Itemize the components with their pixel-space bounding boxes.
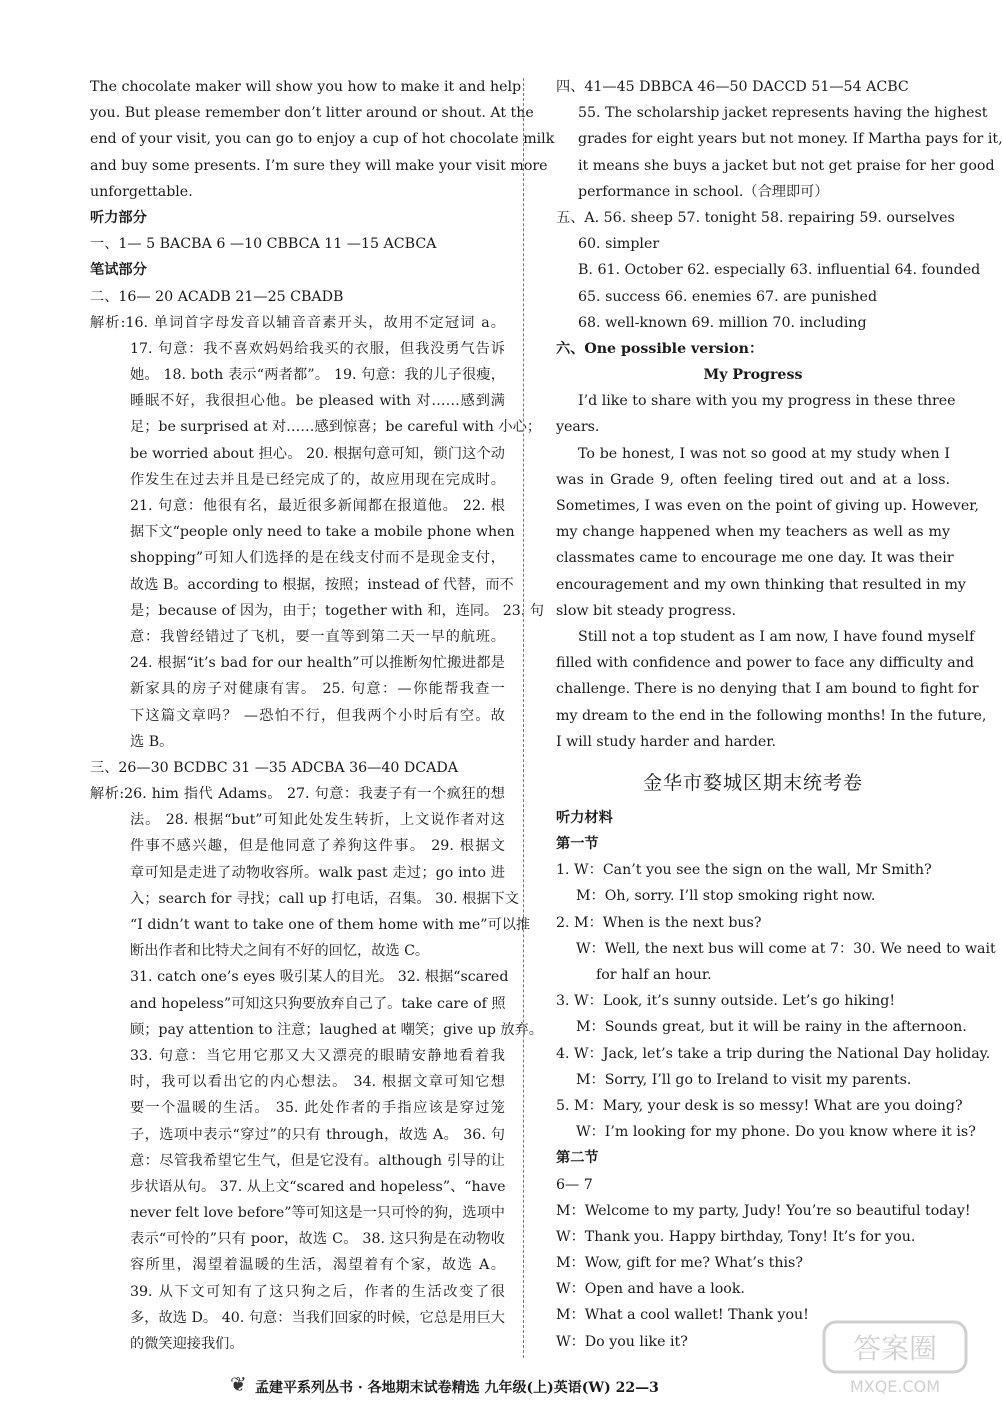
left-text-line: 的微笑迎接我们。 — [130, 1336, 244, 1352]
left-text-line: 21. 句意：他很有名，最近很多新闻都在报道他。 22. 根 — [130, 498, 505, 514]
right-text-line: I will study harder and harder. — [556, 733, 777, 750]
right-text-line: 四、41—45 DBBCA 46—50 DACCD 51—54 ACBC — [556, 79, 909, 95]
left-text-line: 顾；pay attention to 注意；laughed at 嘲笑；give up 放弃。 — [130, 1021, 543, 1038]
right-text-line: for half an hour. — [596, 967, 712, 983]
right-text-line: 五、A. 56. sheep 57. tonight 58. repairing 59. ourselves — [556, 209, 955, 226]
left-text-line: 多，故选 D。 40. 句意：当我们回家的时候，它总是用巨大 — [130, 1309, 505, 1326]
left-text-line: 时，我可以看出它的内心想法。 34. 根据文章可知它想 — [130, 1074, 505, 1091]
right-text-line: My Progress — [703, 367, 803, 384]
left-text-line: 意：尽管我希望它生气，但是它没有。although 引导的让 — [130, 1152, 505, 1169]
right-text-line: M：Oh, sorry. I’ll stop smoking right now. — [576, 888, 876, 905]
right-text-line: years. — [556, 419, 600, 436]
left-text-line: and hopeless”可知这只狗要放弃自己了。take care of 照 — [130, 995, 506, 1012]
right-text-line: W：I’m looking for my phone. Do you know where it is? — [576, 1124, 976, 1141]
left-text-line: 31. catch one’s eyes 吸引某人的目光。 32. 根据“scared — [130, 969, 509, 986]
column-divider — [523, 78, 524, 1358]
left-text-line: 17. 句意：我不喜欢妈妈给我买的衣服，但我没勇气告诉 — [130, 340, 505, 357]
right-text-line: it means she buys a jacket but not get praise for her good — [578, 157, 995, 174]
left-text-line: end of your visit, you can go to enjoy a cup of hot chocolate milk — [90, 131, 555, 148]
right-text-line: 6— 7 — [556, 1176, 593, 1193]
right-text-line: 65. success 66. enemies 67. are punished — [578, 288, 878, 305]
right-column — [556, 74, 1003, 1355]
right-text-line: 第二节 — [556, 1150, 599, 1167]
right-text-line: my dream to the end in the following months! In the future, — [556, 707, 987, 724]
right-text-line: performance in school.（合理即可） — [578, 183, 829, 200]
right-text-line: W：Do you like it? — [556, 1333, 688, 1350]
right-text-line: M：Welcome to my party, Judy! You’re so beautiful today! — [556, 1202, 971, 1219]
left-text-line: 故选 B。according to 根据，按照；instead of 代替，而不 — [130, 576, 514, 593]
left-text-line: 容所里，渴望着温暖的生活，渴望着有个家，故选 A。 — [130, 1257, 505, 1274]
left-column — [90, 74, 555, 1357]
right-text-line: 听力材料 — [556, 809, 613, 826]
left-text-line: 24. 根据“it’s bad for our health”可以推断匆忙搬进都是 — [130, 655, 505, 672]
right-text-line: M：Sorry, I’ll go to Ireland to visit my parents. — [576, 1071, 912, 1088]
right-text-line: 55. The scholarship jacket represents having the highest — [578, 105, 988, 122]
right-text-line: M：Sounds great, but it will be rainy in the afternoon. — [576, 1019, 967, 1036]
left-text-line: 断出作者和比特犬之间有不好的回忆，故选 C。 — [130, 943, 430, 960]
right-text-line: filled with confidence and power to face any difficulty and — [556, 655, 974, 672]
left-text-line: 33. 句意：当它用它那又大又漂亮的眼睛安静地看着我 — [130, 1047, 505, 1064]
right-text-line: slow bit steady progress. — [556, 602, 737, 619]
left-text-line: The chocolate maker will show you how to make it and help — [90, 79, 522, 95]
right-text-line: W：Open and have a look. — [556, 1281, 745, 1298]
left-text-line: 意：我曾经错过了飞机，要一直等到第二天一早的航班。 — [130, 628, 505, 645]
right-text-line: encouragement and my own thinking that resulted in my — [556, 576, 966, 593]
left-text-line: 睡眠不好，我很担心他。be pleased with 对……感到满 — [130, 393, 505, 410]
right-text-line: 60. simpler — [578, 236, 660, 253]
right-text-line: B. 61. October 62. especially 63. influential 64. founded — [578, 262, 981, 279]
left-text-line: 39. 从下文可知有了这只狗之后，作者的生活改变了很 — [130, 1283, 505, 1300]
left-text-line: 她。 18. both 表示“两者都”。 19. 句意：我的儿子很瘦， — [130, 367, 505, 384]
right-text-line: W：Well, the next bus will come at 7：30. We need to wait — [576, 940, 996, 957]
right-text-line: 4. W：Jack, let’s take a trip during the National Day holiday. — [556, 1045, 991, 1062]
left-text-line: you. But please remember don’t litter around or shout. At the — [90, 105, 534, 122]
left-text-line: unforgettable. — [90, 183, 193, 200]
left-text-line: 是；because of 因为，由于；together with 和，连同。 23. 句 — [130, 602, 544, 619]
left-text-line: 下这篇文章吗？ —恐怕不行，但我两个小时后有空。故 — [130, 707, 505, 724]
left-text-line: 三、26—30 BCDBC 31 —35 ADCBA 36—40 DCADA — [90, 759, 459, 776]
left-text-line: 件事不感兴趣，但是他同意了养狗这件事。 29. 根据文 — [130, 838, 505, 855]
left-text-line: 听力部分 — [90, 209, 147, 226]
left-text-line: 新家具的房子对健康有害。 25. 句意：—你能帮我查一 — [130, 681, 505, 698]
left-text-line: 作发生在过去并且是已经完成了的，故应用现在完成时。 — [130, 471, 505, 488]
right-text-line: M：What a cool wallet! Thank you! — [556, 1307, 809, 1324]
left-text-line: 足；be surprised at 对……感到惊喜；be careful with 小心； — [130, 419, 542, 436]
left-text-line: 子，选项中表示“穿过”的只有 through，故选 A。 36. 句 — [130, 1126, 505, 1143]
left-text-line: 入；search for 寻找；call up 打电话，召集。 30. 根据下文 — [130, 890, 519, 907]
swirl-logo-icon: ❦ — [230, 1372, 247, 1396]
left-text-line: 解析:16. 单词首字母发音以辅音音素开头，故用不定冠词 a。 — [90, 314, 505, 331]
left-text-line: 步状语从句。 37. 从上文“scared and hopeless”、“have — [130, 1178, 506, 1195]
right-text-line: To be honest, I was not so good at my study when I — [578, 445, 950, 462]
watermark-text: 答案圈 — [852, 1332, 938, 1365]
left-text-line: 法。 28. 根据“but”可知此处发生转折，上文说作者对这 — [130, 812, 505, 829]
left-text-line: 据下文“people only need to take a mobile phone when — [130, 524, 515, 541]
left-text-line: 笔试部分 — [90, 262, 147, 279]
right-text-line: 68. well-known 69. million 70. including — [578, 314, 867, 331]
left-text-line: 一、1— 5 BACBA 6 —10 CBBCA 11 —15 ACBCA — [90, 236, 437, 253]
right-text-line: 金华市婺城区期末统考卷 — [642, 771, 863, 794]
right-text-line: 5. M：Mary, your desk is so messy! What are you doing? — [556, 1097, 963, 1114]
right-text-line: W：Thank you. Happy birthday, Tony! It’s for you. — [556, 1228, 916, 1245]
right-text-line: I’d like to share with you my progress in these three — [578, 393, 956, 410]
left-text-line: 二、16— 20 ACADB 21—25 CBADB — [90, 288, 344, 305]
right-text-line: Still not a top student as I am now, I have found myself — [578, 628, 975, 645]
left-text-line: 要一个温暖的生活。 35. 此处作者的手指应该是穿过笼 — [130, 1100, 505, 1117]
right-text-line: challenge. There is no denying that I am bound to fight for — [556, 681, 979, 698]
left-text-line: 解析:26. him 指代 Adams。 27. 句意：我妻子有一个疯狂的想 — [90, 786, 505, 803]
right-text-line: classmates came to encourage me one day. It was their — [556, 550, 954, 567]
right-text-line: Sometimes, I was even on the point of giving up. However, — [556, 498, 979, 514]
right-text-line: 六、One possible version： — [556, 340, 764, 357]
page-footer: 孟建平系列丛书 · 各地期末试卷精选 九年级(上)英语(W) 22—3 — [255, 1380, 659, 1396]
left-text-line: and buy some presents. I’m sure they will make your visit more — [90, 157, 548, 174]
left-text-line: shopping”可知人们选择的是在线支付而不是现金支付， — [130, 550, 505, 567]
right-text-line: grades for eight years but not money. If Martha pays for it, — [578, 131, 1003, 148]
right-text-line: was in Grade 9, often feeling tired out and at a loss. — [556, 471, 950, 488]
left-text-line: “I didn’t want to take one of them home with me”可以推 — [130, 917, 531, 933]
right-text-line: 3. W：Look, it’s sunny outside. Let’s go hiking! — [556, 993, 896, 1010]
left-text-line: be worried about 担心。 20. 根据句意可知，锁门这个动 — [130, 445, 505, 462]
watermark-url: MXQE.COM — [849, 1377, 941, 1396]
left-text-line: 选 B。 — [130, 733, 174, 750]
left-text-line: 表示“可怜的”只有 poor，故选 C。 38. 这只狗是在动物收 — [130, 1231, 505, 1248]
left-text-line: never felt love before”等可知这是一只可怜的狗，选项中 — [130, 1205, 505, 1222]
right-text-line: 1. W：Can’t you see the sign on the wall, Mr Smith? — [556, 862, 932, 879]
right-text-line: M：Wow, gift for me? What’s this? — [556, 1255, 803, 1272]
right-text-line: 第一节 — [556, 836, 599, 853]
right-text-line: 2. M：When is the next bus? — [556, 914, 762, 931]
right-text-line: my change happened when my teachers as well as my — [556, 524, 950, 541]
left-text-line: 章可知是走进了动物收容所。walk past 走过；go into 进 — [130, 864, 505, 881]
